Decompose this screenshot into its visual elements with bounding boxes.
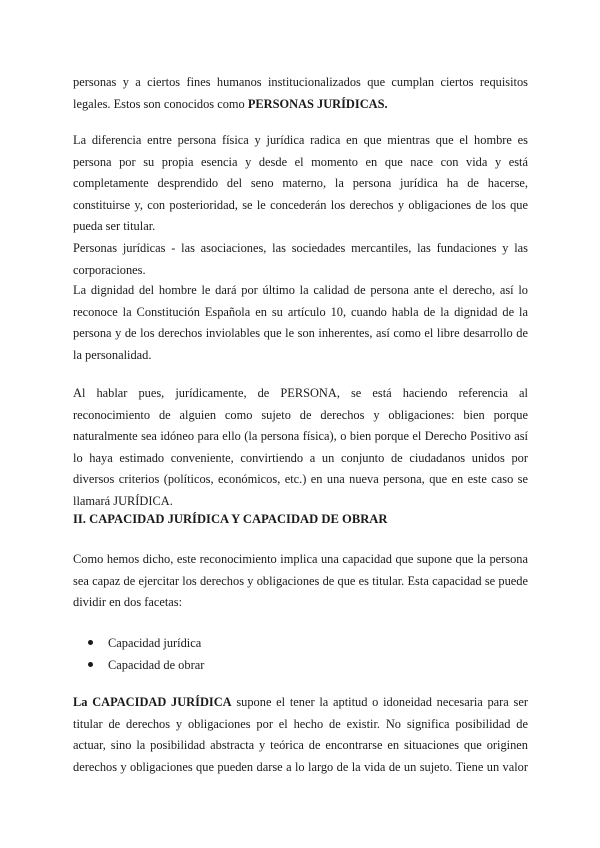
paragraph-personas-juridicas-intro — [73, 72, 528, 115]
list-item-label: Capacidad de obrar — [108, 658, 205, 672]
list-item — [88, 632, 204, 654]
section-heading: II. CAPACIDAD JURÍDICA Y CAPACIDAD DE OBRAR — [73, 512, 388, 526]
list-item-label: Capacidad jurídica — [108, 636, 202, 650]
paragraph-capacidad-juridica — [73, 692, 528, 778]
paragraph-personas-juridicas-list: Personas jurídicas - las asociaciones, las sociedades mercantiles, las fundaciones y las corporaciones. — [73, 241, 528, 277]
paragraph-persona-definicion: Al hablar pues, jurídicamente, de PERSONA, se está haciendo referencia al reconocimiento de alguien como sujeto de derechos y obligaciones: bien porque naturalmente sea idóneo para ello (la persona física), o bien porque el Derecho Positivo así lo haya estimado conveniente, convirtiendo a un conjunto de ciudadanos unidos por diversos criterios (políticos, económicos, etc.) en una nueva persona, que en este caso se llamará JURÍDICA. — [73, 386, 528, 508]
bullet-icon — [88, 662, 93, 667]
bullet-list — [88, 632, 204, 676]
paragraph-diferencia: La diferencia entre persona física y jurídica radica en que mientras que el hombre es persona por su propia esencia y desde el momento en que nace con vida y está completamente desprendido del seno materno, la persona jurídica ha de hacerse, constituirse y, con posterioridad, se le concederán los derechos y obligaciones de los que pueda ser titular. — [73, 133, 528, 233]
bold-term: PERSONAS JURÍDICAS. — [247, 96, 388, 111]
paragraph-text: personas y a ciertos fines humanos institucionalizados que cumplan ciertos requisitos legales. Estos son conocidos como — [73, 75, 528, 111]
paragraph-capacidad-intro: Como hemos dicho, este reconocimiento implica una capacidad que supone que la persona sea capaz de ejercitar los derechos y obligaciones de que es titular. Esta capacidad se puede dividir en dos facetas: — [73, 552, 528, 609]
bold-term: La CAPACIDAD JURÍDICA — [73, 695, 232, 709]
list-item — [88, 654, 204, 676]
paragraph-text: supone el tener la aptitud o idoneidad necesaria para ser titular de derechos y obligaciones por el hecho de existir. No significa posibilidad de actuar, sino la posibilidad abstracta y teórica de encontrarse en situaciones que originen derechos y obligaciones que pueden darse a lo largo de la vida de un sujeto. Tiene un valor — [73, 695, 528, 774]
bullet-icon — [88, 640, 93, 645]
paragraph-dignidad: La dignidad del hombre le dará por último la calidad de persona ante el derecho, así lo reconoce la Constitución Española en su artículo 10, cuando habla de la dignidad de la persona y de los derechos inviolables que le son inherentes, así como el libre desarrollo de la personalidad. — [73, 283, 528, 362]
